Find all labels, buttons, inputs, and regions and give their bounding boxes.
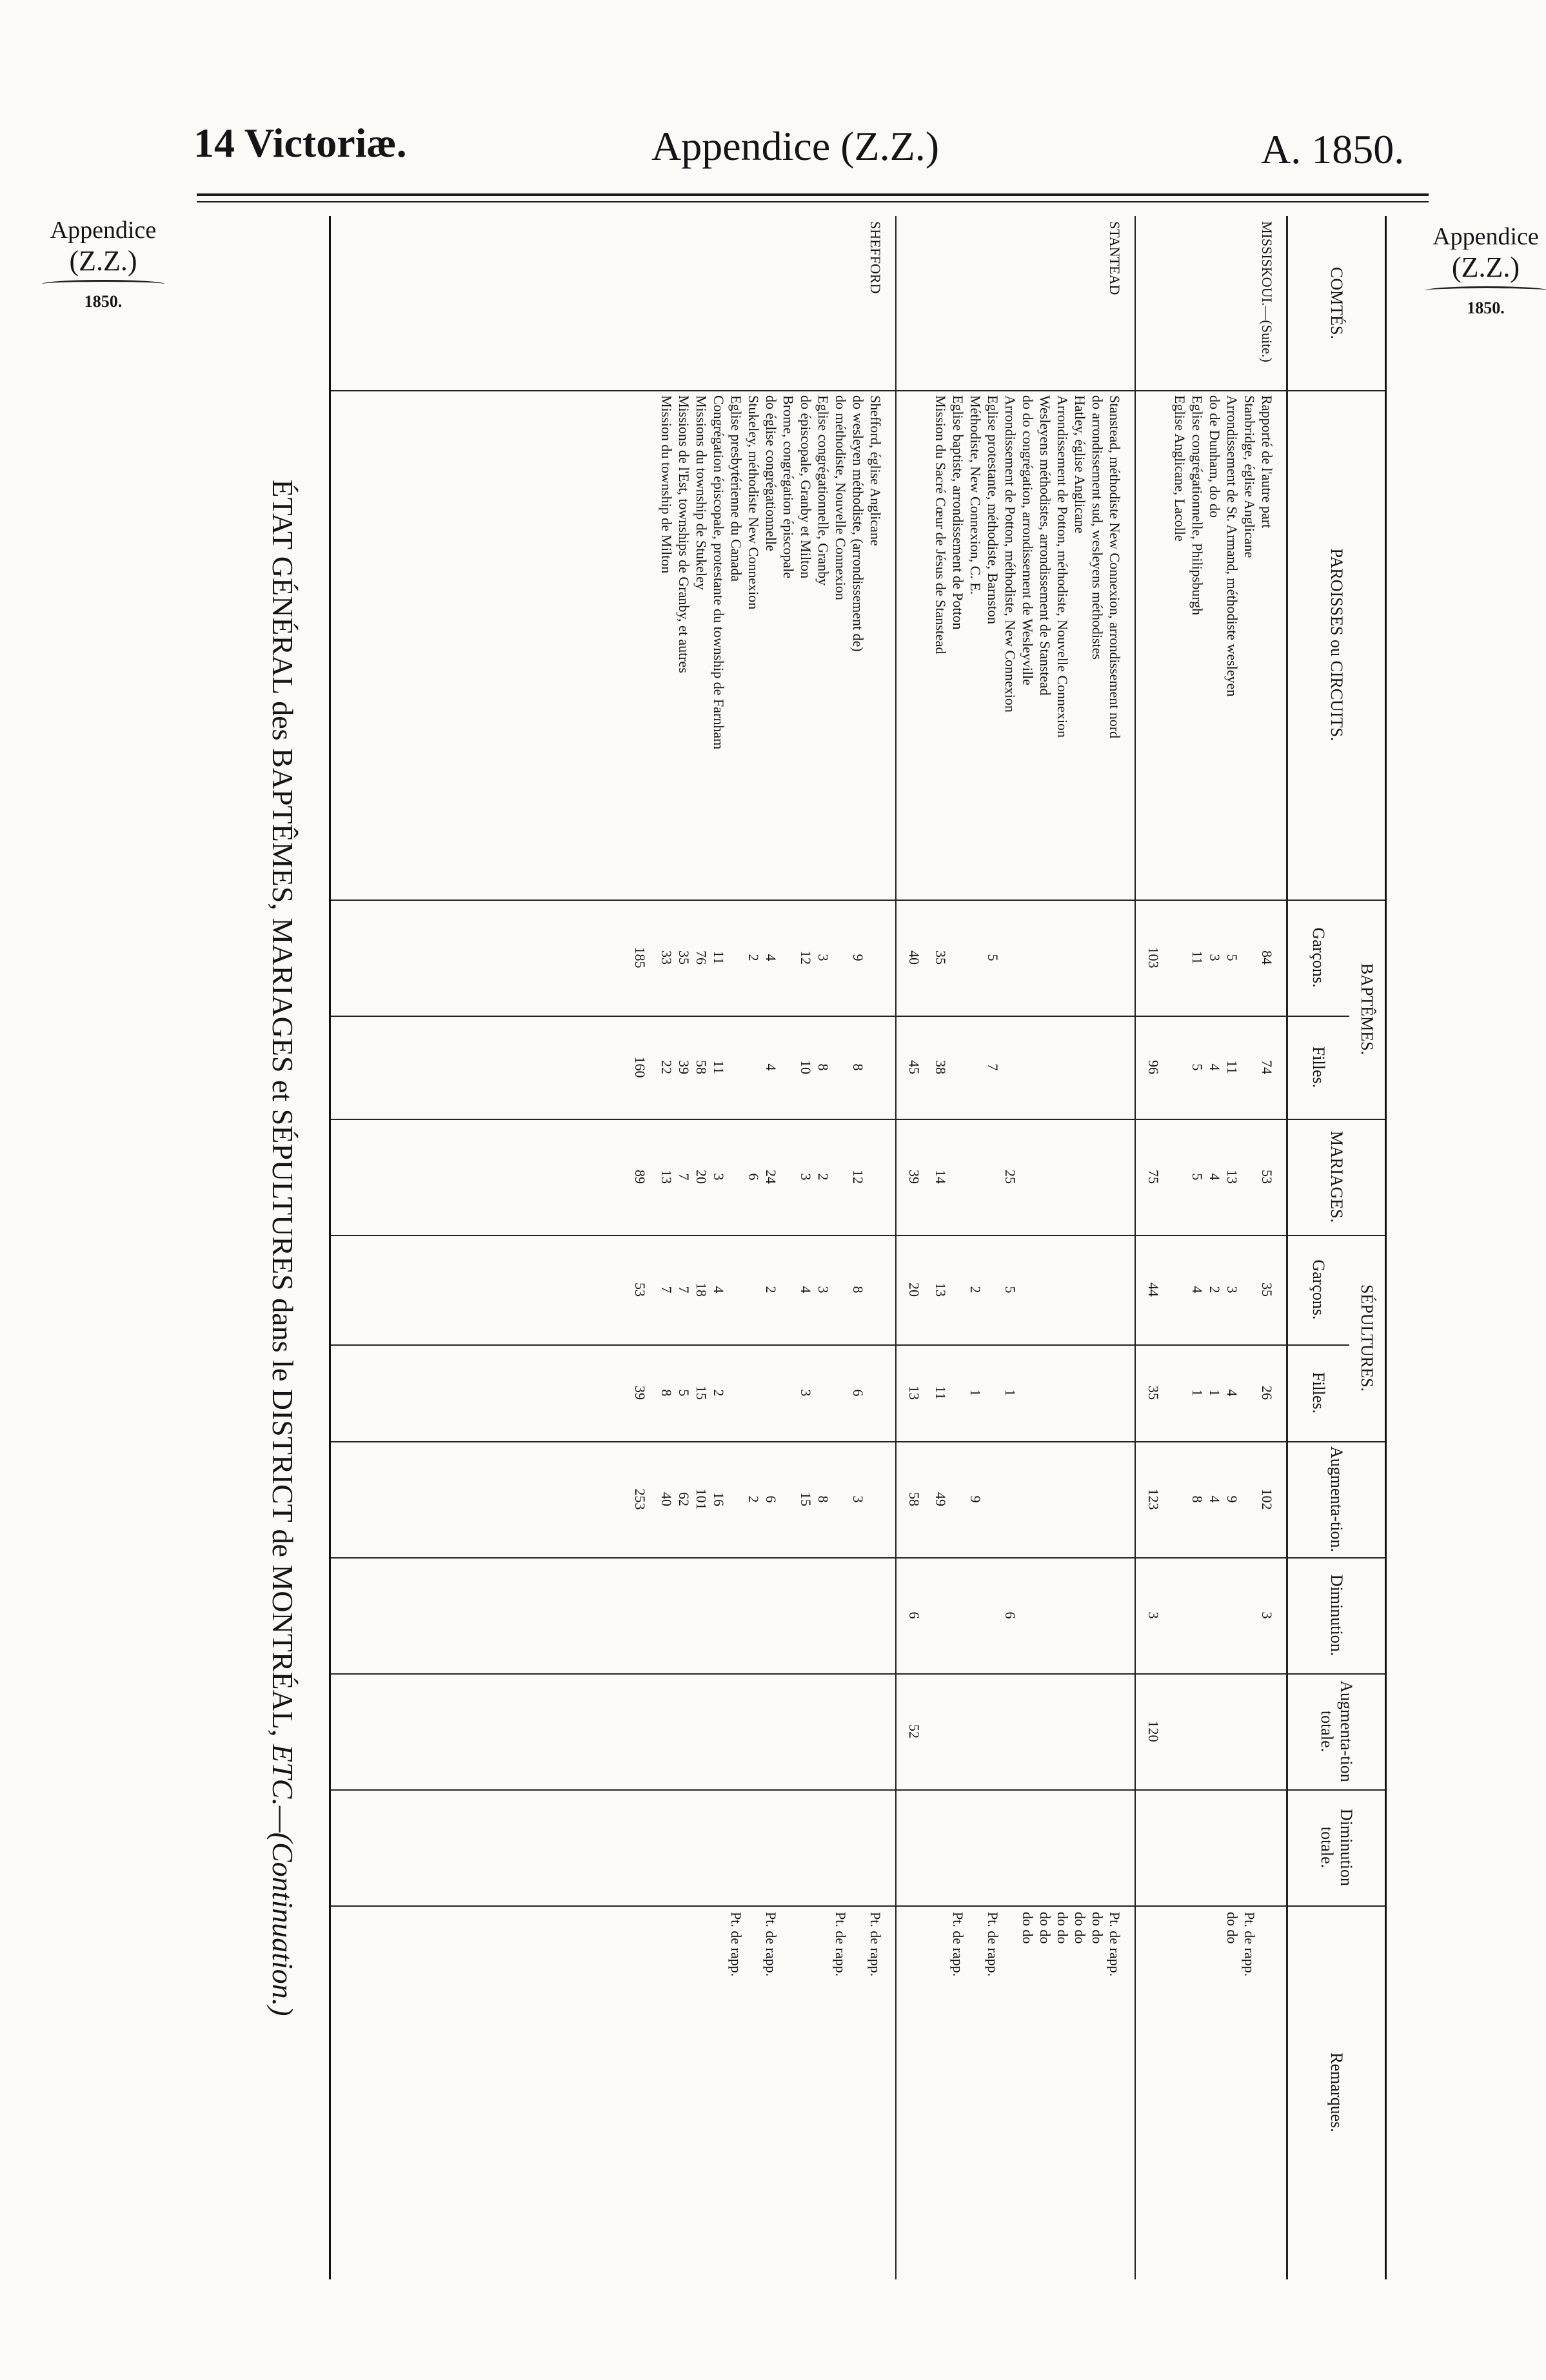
cell-aug: 62: [676, 1492, 692, 1506]
total-dim: 3: [1145, 1611, 1162, 1619]
cell-sg: 2: [1207, 1286, 1223, 1293]
cell-m: 14: [933, 1170, 949, 1184]
cell-bg: 5: [985, 954, 1001, 961]
parish-name: Hatley, église Anglicane: [1072, 395, 1088, 534]
total-m: 89: [632, 1170, 648, 1184]
cell-bg: 84: [1259, 950, 1275, 965]
table-row: [675, 216, 692, 2279]
cell-m: 7: [676, 1173, 692, 1181]
cell-bf: 11: [711, 1060, 727, 1074]
cell-sf: 5: [676, 1389, 692, 1397]
table-row: [744, 216, 762, 2279]
cell-bf: 39: [676, 1060, 692, 1074]
side-left-brace: [42, 280, 164, 288]
cell-bf: 8: [850, 1063, 866, 1071]
cell-aug: 49: [933, 1492, 949, 1506]
cell-bf: 4: [763, 1063, 779, 1071]
cell-remarques: Pt. de rapp.: [833, 1912, 849, 1977]
cell-m: 53: [1259, 1170, 1275, 1184]
cell-sf: 1: [1189, 1389, 1205, 1397]
parish-name: Arrondissement de Potton, méthodiste, Nouvelle Connexion: [1055, 395, 1071, 738]
total-m: 75: [1145, 1170, 1162, 1184]
col-comtes: COMTÉS.: [1327, 267, 1346, 339]
cell-m: 3: [798, 1173, 814, 1181]
table-row: [866, 216, 884, 2279]
table-row: [1105, 216, 1123, 2279]
table-row: [1240, 216, 1258, 2279]
parish-name: Stukeley, méthodiste New Connexion: [746, 395, 762, 610]
cell-sf: 3: [798, 1389, 814, 1397]
parish-name: Shefford, église Anglicane: [867, 395, 884, 546]
total-bg: 185: [632, 947, 648, 969]
table-title-continuation: ETC.—(Continuation.): [266, 1744, 299, 2016]
cell-bf: 58: [693, 1060, 709, 1074]
cell-sg: 7: [659, 1286, 675, 1293]
table-row: [1205, 216, 1223, 2279]
total-aug: 123: [1145, 1488, 1162, 1510]
table-row: [949, 216, 966, 2279]
total-dim: 6: [906, 1611, 922, 1619]
total-aug: 253: [632, 1488, 648, 1510]
cell-bg: 2: [746, 954, 762, 961]
col-baptemes-garcons: Garçons.: [1309, 927, 1329, 988]
table-row: [984, 216, 1001, 2279]
total-bf: 160: [632, 1056, 648, 1078]
table-row: [1018, 216, 1036, 2279]
parish-name: Eglise protestante, méthodiste, Barnston: [985, 395, 1001, 624]
parish-name: Eglise congrégationnelle, Granby: [815, 395, 831, 586]
cell-remarques: do do: [1037, 1912, 1053, 1944]
cell-sg: 4: [1189, 1286, 1205, 1293]
cell-sf: 1: [1002, 1389, 1018, 1397]
table-row: [1223, 216, 1240, 2279]
parish-name: Eglise presbytérienne du Canada: [728, 395, 744, 582]
total-row: [1144, 216, 1162, 2279]
total-bf: 45: [906, 1060, 922, 1074]
cell-dim: 6: [1002, 1611, 1018, 1619]
cell-aug: 8: [1189, 1495, 1205, 1503]
group-separator: [1135, 216, 1136, 2279]
col-sepultures: SÉPULTURES.: [1358, 1284, 1377, 1392]
table-row: [1036, 216, 1053, 2279]
col-remarques: Remarques.: [1327, 2052, 1346, 2132]
table-row: [762, 216, 779, 2279]
parish-name: Arrondissement de Potton, méthodiste, New Connexion: [1002, 395, 1018, 713]
cell-remarques: do do: [1055, 1912, 1071, 1944]
cell-m: 3: [711, 1173, 727, 1181]
header-right: A. 1850.: [1261, 126, 1405, 172]
cell-sg: 4: [711, 1286, 727, 1293]
cell-m: 2: [815, 1173, 831, 1181]
cell-m: 20: [693, 1170, 709, 1184]
side-right-brace: [1425, 286, 1546, 295]
cell-bg: 9: [850, 954, 866, 961]
header-rule-bottom: [197, 201, 1429, 202]
cell-bg: 33: [659, 950, 675, 965]
cell-bg: 35: [933, 950, 949, 965]
parish-name: Missions du township de Stukeley: [693, 395, 709, 590]
cell-sf: 4: [1224, 1389, 1240, 1397]
cell-remarques: do do: [1020, 1912, 1036, 1944]
parish-name: do de Dunham, do do: [1207, 395, 1223, 518]
cell-bg: 11: [711, 950, 727, 965]
cell-remarques: Pt. de rapp.: [763, 1912, 779, 1977]
cell-bf: 10: [798, 1060, 814, 1074]
side-left-label: Appendice: [50, 217, 157, 244]
col-sepultures-filles: Filles.: [1309, 1372, 1329, 1414]
cell-bg: 11: [1189, 950, 1205, 965]
parish-name: Arrondissement de St. Armand, méthodiste wesleyen: [1224, 395, 1240, 697]
table-row: [709, 216, 727, 2279]
col-diminution: Diminution.: [1327, 1574, 1346, 1657]
county-name: STANTEAD: [1107, 221, 1123, 295]
cell-m: 6: [746, 1173, 762, 1181]
side-right-code: (Z.Z.): [1451, 251, 1520, 283]
data-grid: [329, 216, 1387, 2279]
side-left-code: (Z.Z.): [69, 245, 137, 277]
cell-m: 25: [1002, 1170, 1018, 1184]
parish-name: Missions de l'Est, townships de Granby, et autres: [676, 395, 692, 673]
cell-sf: 1: [1207, 1389, 1223, 1397]
county-name: MISSISKOUI.—(Suite.): [1259, 221, 1275, 362]
cell-bf: 8: [815, 1063, 831, 1071]
cell-sf: 6: [850, 1389, 866, 1397]
parish-name: Stanbridge, église Anglicane: [1242, 395, 1258, 558]
total-sf: 39: [632, 1386, 648, 1400]
parish-name: Brome, congrégation épiscopale: [780, 395, 797, 579]
col-augmentation-totale: Augmenta-tion totale.: [1318, 1680, 1356, 1782]
total-augt: 52: [906, 1724, 922, 1738]
table-row: [779, 216, 797, 2279]
table-row: [849, 216, 866, 2279]
parish-name: do arrondissement sud, wesleyens méthodistes: [1089, 395, 1105, 660]
cell-aug: 101: [693, 1488, 709, 1510]
col-baptemes-filles: Filles.: [1309, 1046, 1329, 1088]
total-bf: 96: [1145, 1060, 1162, 1074]
total-bg: 40: [906, 950, 922, 965]
col-baptemes: BAPTÊMES.: [1358, 963, 1377, 1056]
cell-aug: 6: [763, 1495, 779, 1503]
cell-remarques: do do: [1072, 1912, 1088, 1944]
col-augmentation: Augmenta-tion.: [1327, 1446, 1346, 1552]
parish-name: Eglise baptiste, arrondissement de Potton: [950, 395, 966, 630]
cell-bg: 76: [693, 950, 709, 965]
cell-dim: 3: [1259, 1611, 1275, 1619]
parish-name: Méthodiste, New Connexion, C. E.: [967, 395, 984, 595]
total-m: 39: [906, 1170, 922, 1184]
total-sg: 44: [1145, 1283, 1162, 1297]
cell-aug: 40: [659, 1492, 675, 1506]
cell-bg: 35: [676, 950, 692, 965]
cell-sg: 13: [933, 1283, 949, 1297]
total-row: [905, 216, 922, 2279]
table-row: [1088, 216, 1105, 2279]
col-mariages: MARIAGES.: [1327, 1130, 1346, 1223]
county-name: SHEFFORD: [867, 221, 884, 294]
cell-sf: 15: [693, 1386, 709, 1400]
cell-sg: 5: [1002, 1286, 1018, 1293]
cell-aug: 16: [711, 1492, 727, 1506]
cell-bf: 74: [1259, 1060, 1275, 1074]
group-separator: [895, 216, 897, 2279]
header-rule-top: [197, 193, 1429, 196]
cell-bg: 12: [798, 950, 814, 965]
table-row: [1258, 216, 1275, 2279]
cell-remarques: do do: [1089, 1912, 1105, 1944]
parish-name: do méthodiste, Nouvelle Connexion: [833, 395, 849, 600]
parish-name: do église congrégationnelle: [763, 395, 779, 551]
total-sf: 35: [1145, 1386, 1162, 1400]
cell-m: 24: [763, 1170, 779, 1184]
table-row: [657, 216, 675, 2279]
cell-bf: 38: [933, 1060, 949, 1074]
table-row: [931, 216, 949, 2279]
cell-remarques: Pt. de rapp.: [985, 1912, 1001, 1977]
table-title-main: ÉTAT GÉNÉRAL des BAPTÊMES, MARIAGES et SÉPULTURES dans le DISTRICT de MONTRÉAL,: [266, 479, 299, 1744]
cell-sg: 8: [850, 1286, 866, 1293]
col-paroisses: PAROISSES ou CIRCUITS.: [1327, 548, 1346, 742]
cell-sf: 8: [659, 1389, 675, 1397]
total-sg: 53: [632, 1283, 648, 1297]
cell-remarques: do do: [1224, 1912, 1240, 1944]
cell-aug: 15: [798, 1492, 814, 1506]
cell-bg: 3: [815, 954, 831, 961]
table-row: [797, 216, 814, 2279]
table-row: [727, 216, 744, 2279]
cell-bf: 11: [1224, 1060, 1240, 1074]
side-left-year: 1850.: [84, 292, 123, 311]
parish-name: Eglise congrégationnelle, Philipsburgh: [1189, 395, 1205, 616]
rotated-table: [200, 216, 1387, 2279]
header-center: Appendice (Z.Z.): [651, 123, 940, 169]
parish-name: do wesleyen méthodiste, (arrondissement de): [850, 395, 866, 652]
total-sf: 13: [906, 1386, 922, 1400]
cell-aug: 8: [815, 1495, 831, 1503]
side-note-left: [35, 216, 171, 311]
table-title: [266, 216, 300, 2279]
cell-remarques: Pt. de rapp.: [867, 1912, 884, 1977]
table-row: [1053, 216, 1071, 2279]
cell-aug: 4: [1207, 1495, 1223, 1503]
cell-remarques: Pt. de rapp.: [950, 1912, 966, 1977]
cell-bf: 7: [985, 1063, 1001, 1071]
cell-sf: 26: [1259, 1386, 1275, 1400]
total-augt: 120: [1145, 1720, 1162, 1742]
cell-m: 4: [1207, 1173, 1223, 1181]
parish-name: Wesleyens méthodistes, arrondissement de Stanstead: [1037, 395, 1053, 696]
total-sg: 20: [906, 1283, 922, 1297]
cell-m: 13: [1224, 1170, 1240, 1184]
table-row: [1001, 216, 1018, 2279]
parish-name: Stanstead, méthodiste New Connexion, arrondissement nord: [1107, 395, 1123, 739]
col-sepultures-garcons: Garçons.: [1309, 1259, 1329, 1320]
cell-sg: 2: [967, 1286, 984, 1293]
parish-name: Eglise Anglicane, Lacolle: [1172, 395, 1188, 542]
cell-remarques: Pt. de rapp.: [1242, 1912, 1258, 1977]
cell-m: 5: [1189, 1173, 1205, 1181]
cell-m: 12: [850, 1170, 866, 1184]
total-row: [631, 216, 648, 2279]
table-row: [1188, 216, 1205, 2279]
table-row: [966, 216, 984, 2279]
cell-aug: 9: [967, 1495, 984, 1503]
cell-bg: 3: [1207, 954, 1223, 961]
cell-aug: 3: [850, 1495, 866, 1503]
side-right-year: 1850.: [1467, 299, 1505, 317]
parish-name: Rapporté de l'autre part: [1259, 395, 1275, 529]
cell-sg: 7: [676, 1286, 692, 1293]
cell-bf: 22: [659, 1060, 675, 1074]
total-aug: 58: [906, 1492, 922, 1506]
cell-sg: 3: [1224, 1286, 1240, 1293]
side-note-right: [1425, 222, 1546, 318]
cell-aug: 2: [746, 1495, 762, 1503]
cell-bg: 5: [1224, 954, 1240, 961]
cell-remarques: Pt. de rapp.: [1107, 1912, 1123, 1977]
cell-bf: 4: [1207, 1063, 1223, 1071]
cell-sg: 18: [693, 1283, 709, 1297]
total-bg: 103: [1145, 947, 1162, 969]
cell-remarques: Pt. de rapp.: [728, 1912, 744, 1977]
col-diminution-totale: Diminution totale.: [1318, 1809, 1356, 1886]
cell-bf: 5: [1189, 1063, 1205, 1071]
table-row: [831, 216, 849, 2279]
cell-aug: 102: [1259, 1488, 1275, 1510]
parish-name: Mission du Sacré Cœur de Jésus de Stanstead: [933, 395, 949, 654]
cell-m: 13: [659, 1170, 675, 1184]
cell-sg: 3: [815, 1286, 831, 1293]
cell-bg: 4: [763, 954, 779, 961]
cell-aug: 9: [1224, 1495, 1240, 1503]
table-row: [1171, 216, 1188, 2279]
cell-sg: 2: [763, 1286, 779, 1293]
table-row: [1071, 216, 1088, 2279]
header-left: 14 Victoriæ.: [193, 120, 407, 166]
cell-sf: 2: [711, 1389, 727, 1397]
side-right-label: Appendice: [1432, 223, 1539, 250]
parish-name: do épiscopale, Granby et Milton: [798, 395, 814, 579]
cell-sf: 1: [967, 1389, 984, 1397]
cell-sg: 35: [1259, 1283, 1275, 1297]
table-row: [692, 216, 709, 2279]
cell-sf: 11: [933, 1386, 949, 1400]
parish-name: Mission du township de Milton: [659, 395, 675, 574]
parish-name: do do congrégation, arrondissement de Wesleyville: [1020, 395, 1036, 685]
cell-sg: 4: [798, 1286, 814, 1293]
table-row: [814, 216, 831, 2279]
parish-name: Congrégation épiscopale, protestante du township de Farnham: [711, 395, 727, 750]
